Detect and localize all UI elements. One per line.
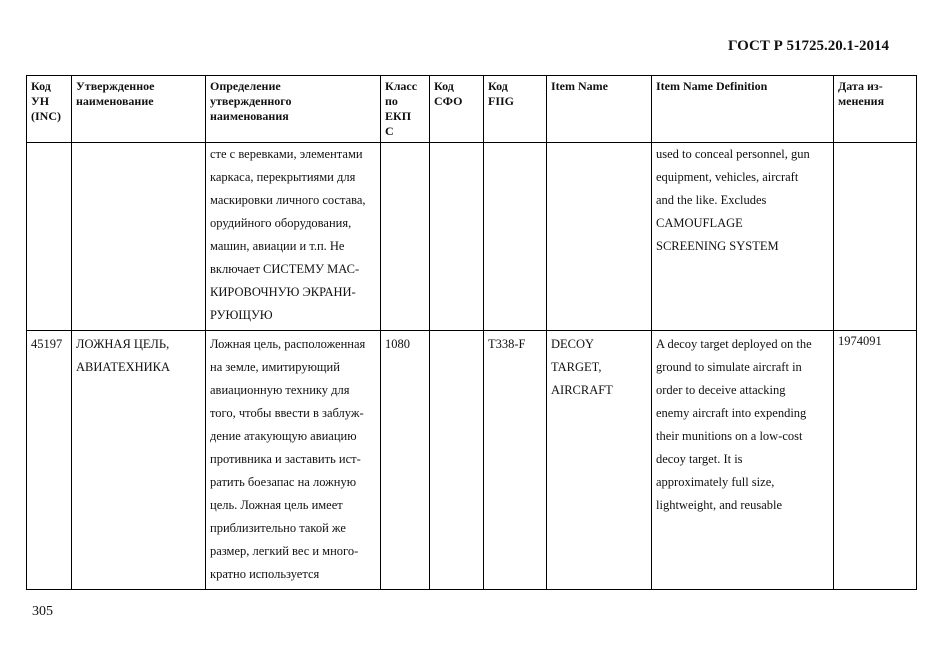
text-line: по [385, 94, 398, 108]
text-line: AIRCRAFT [551, 383, 613, 397]
text-line: размер, легкий вес и много- [210, 544, 359, 558]
text-line: УН [31, 94, 50, 108]
header-inc [27, 76, 72, 143]
text-line: approximately full size, [656, 475, 775, 489]
text-line: Дата из- [838, 79, 883, 93]
text-line: маскировки личного состава, [210, 193, 366, 207]
text-line: Item Name Definition [656, 79, 768, 93]
table-header-row [27, 76, 917, 143]
text-line: авиационную технику для [210, 383, 350, 397]
table-row [27, 331, 917, 590]
table-row [27, 143, 917, 331]
text-line: наименование [76, 94, 154, 108]
text-line: Item Name [551, 79, 608, 93]
text-line: орудийного оборудования, [210, 216, 352, 230]
page-number: 305 [32, 604, 53, 619]
text-line: сте с веревками, элементами [210, 147, 363, 161]
cell-approved-name [72, 143, 206, 331]
cell-sfo [430, 331, 484, 590]
header-item-name-definition [652, 76, 834, 143]
text-line: ратить боезапас на ложную [210, 475, 357, 489]
text-line: дение атакующую авиацию [210, 429, 357, 443]
cell-item-name-definition [652, 143, 834, 331]
header-sfo [430, 76, 484, 143]
text-line: DECOY [551, 337, 595, 351]
text-line: Определение [210, 79, 281, 93]
text-line: машин, авиации и т.п. Не [210, 239, 345, 253]
text-line: ЛОЖНАЯ ЦЕЛЬ, [76, 337, 170, 351]
standard-number: ГОСТ Р 51725.20.1-2014 [727, 38, 889, 54]
text-line: FIIG [488, 94, 515, 108]
text-line: their munitions on a low-cost [656, 429, 803, 443]
text-line: Ложная цель, расположенная [210, 337, 366, 351]
text-line: ground to simulate aircraft in [656, 360, 802, 374]
cell-item-name [547, 143, 652, 331]
text-line: АВИАТЕХНИКА [76, 360, 171, 374]
cell-definition [206, 331, 381, 590]
cell-inc [27, 143, 72, 331]
header-change-date [834, 76, 917, 143]
text-line: РУЮЩУЮ [210, 308, 273, 322]
text-line: кратно используется [210, 567, 320, 581]
cell-fiig: T338-F [484, 331, 547, 590]
text-line: SCREENING SYSTEM [656, 239, 779, 253]
text-line: Код [434, 79, 454, 93]
text-line: TARGET, [551, 360, 602, 374]
text-line: Код [488, 79, 508, 93]
cell-inc: 45197 [27, 331, 72, 590]
header-item-name [547, 76, 652, 143]
text-line: enemy aircraft into expending [656, 406, 807, 420]
text-line: цель. Ложная цель имеет [210, 498, 343, 512]
cell-definition [206, 143, 381, 331]
header-approved-name [72, 76, 206, 143]
text-line: order to deceive attacking [656, 383, 786, 397]
text-line: утвержденного [210, 94, 292, 108]
text-line: CAMOUFLAGE [656, 216, 743, 230]
text-line: and the like. Excludes [656, 193, 767, 207]
cell-change-date: 1974091 [834, 331, 917, 590]
text-line: Утвержденное [76, 79, 155, 93]
text-line: менения [838, 94, 885, 108]
cell-fiig [484, 143, 547, 331]
header-class [381, 76, 430, 143]
cell-approved-name [72, 331, 206, 590]
cell-item-name [547, 331, 652, 590]
cell-change-date [834, 143, 917, 331]
cell-item-name-definition [652, 331, 834, 590]
text-line: ЕКП [385, 109, 412, 123]
text-line: lightweight, and reusable [656, 498, 783, 512]
text-line: decoy target. It is [656, 452, 743, 466]
text-line: (INC) [31, 109, 61, 123]
text-line: противника и заставить ист- [210, 452, 361, 466]
text-line: equipment, vehicles, aircraft [656, 170, 799, 184]
text-line: A decoy target deployed on the [656, 337, 812, 351]
text-line: на земле, имитирующий [210, 360, 340, 374]
text-line: КИРОВОЧНУЮ ЭКРАНИ- [210, 285, 356, 299]
text-line: наименования [210, 109, 289, 123]
header-definition [206, 76, 381, 143]
text-line: Код [31, 79, 51, 93]
header-fiig [484, 76, 547, 143]
text-line: того, чтобы ввести в заблуж- [210, 406, 364, 420]
cell-class [381, 143, 430, 331]
text-line: СФО [434, 94, 463, 108]
text-line: С [385, 124, 394, 138]
classification-table [26, 75, 917, 590]
text-line: приблизительно такой же [210, 521, 346, 535]
text-line: каркаса, перекрытиями для [210, 170, 356, 184]
text-line: Класс [385, 79, 418, 93]
text-line: used to conceal personnel, gun [656, 147, 810, 161]
text-line: включает СИСТЕМУ МАС- [210, 262, 360, 276]
cell-sfo [430, 143, 484, 331]
cell-class: 1080 [381, 331, 430, 590]
